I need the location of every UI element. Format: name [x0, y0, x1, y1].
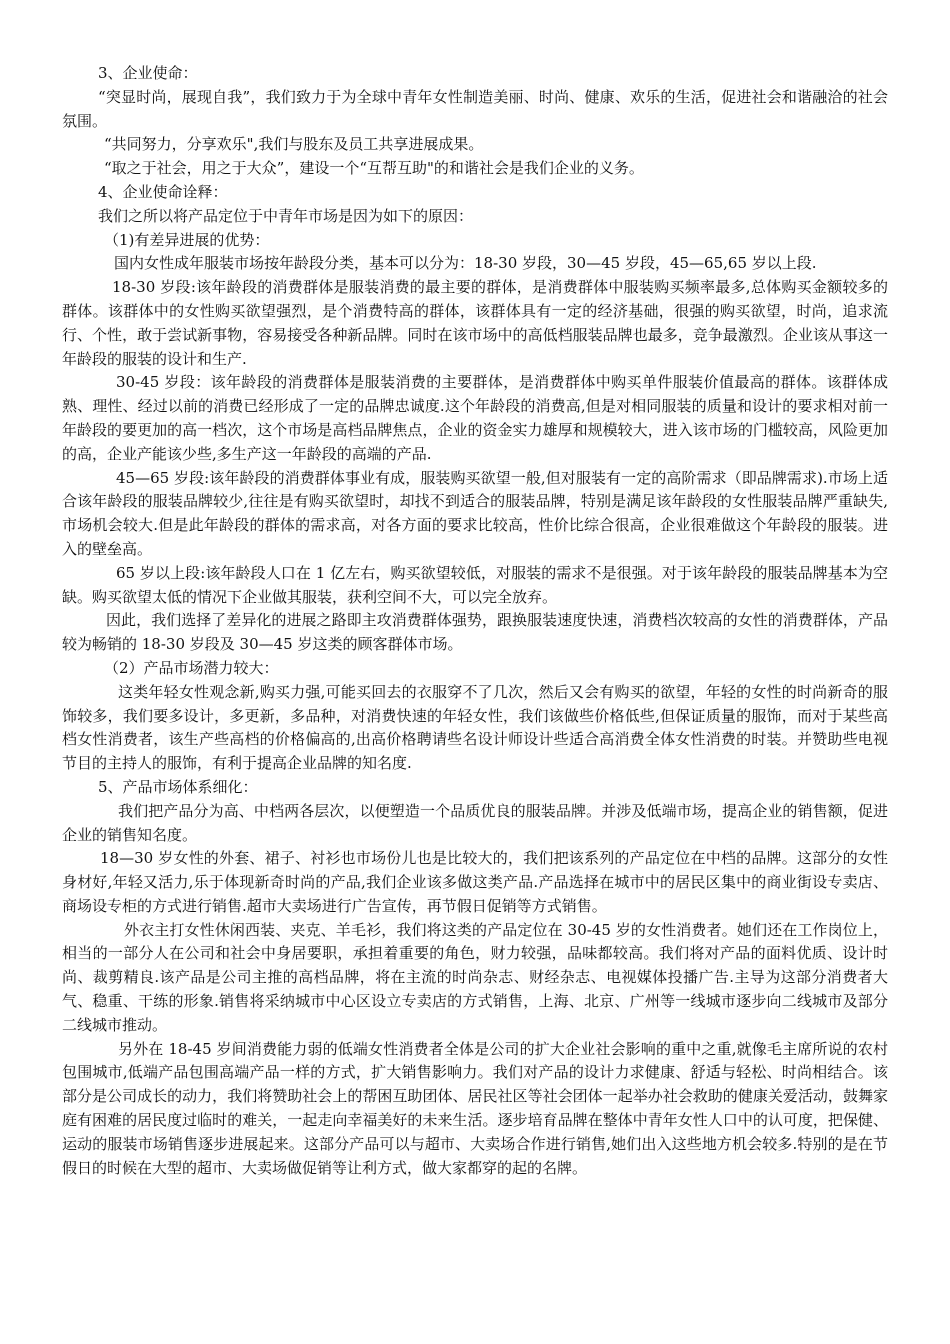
paragraph-age-30-45: 30-45 岁段：该年龄段的消费群体是服装消费的主要群体，是消费群体中购买单件服装价值最高的群体。该群体成熟、理性、经过以前的消费已经形成了一定的品牌忠诚度.这个年龄段的消费高,但是对相同服装的质量和设计的要求相对前一年龄段的要更加的高一档次，这个市场是高档品牌焦点，企业的资金实力雄厚和规模较大，进入该市场的门槛较高，风险更加的高，企业产能该少些,多生产这一年龄段的高端的产品.	[62, 373, 888, 463]
subheading-market-potential: （2）产品市场潜力较大：	[104, 658, 279, 677]
paragraph-reasons-intro: 我们之所以将产品定位于中青年市场是因为如下的原因：	[98, 206, 474, 225]
paragraph-age-18-30: 18-30 岁段:该年龄段的消费群体是服装消费的最主要的群体，是消费群体中服装购买频率最多,总体购买金额较多的群体。该群体中的女性购买欲望强烈，是个消费特高的群体，该群体具有一定的经济基础，很强的购买欲望，时尚，追求流行、个性，敢于尝试新事物，容易接受各种新品牌。同时在该市场中的高低档服装品牌也最多，竞争最激烈。企业该从事这一年龄段的服装的设计和生产.	[62, 278, 888, 368]
section-heading-mission: 3、企业使命：	[98, 64, 198, 82]
paragraph-mission-2: “共同努力，分享欢乐",我们与股东及员工共享进展成果。	[104, 135, 484, 154]
section-heading-interpretation: 4、企业使命诠释：	[98, 182, 228, 201]
paragraph-age-segments: 国内女性成年服装市场按年龄段分类，基本可以分为：18-30 岁段，30—45 岁段，45—65,65 岁以上段.	[114, 254, 817, 273]
subheading-differentiation: （1)有差异进展的优势：	[104, 230, 270, 249]
paragraph-mid-tier: 18—30 岁女性的外套、裙子、衬衫也市场份儿也是比较大的，我们把该系列的产品定位在中档的品牌。这部分的女性身材好,年轻又活力,乐于体现新奇时尚的产品,我们企业该多做这类产品.产品选择在城市中的居民区集中的商业街设专卖店、商场设专柜的方式进行销售.超市大卖场进行广告宣传，再节假日促销等方式销售。	[62, 849, 888, 915]
paragraph-product-tiers: 我们把产品分为高、中档两各层次，以便塑造一个品质优良的服装品牌。并涉及低端市场，提高企业的销售额，促进企业的销售知名度。	[62, 801, 888, 844]
paragraph-market-potential: 这类年轻女性观念新,购买力强,可能买回去的衣服穿不了几次，然后又会有购买的欲望，年轻的女性的时尚新奇的服饰较多，我们要多设计，多更新，多品种，对消费快速的年轻女性，我们该做些价格低些,但保证质量的服饰，而对于某些高档女性消费者，该生产些高档的价格偏高的,出高价格聘请些名设计师设计些适合高消费全体女性消费的时装。并赞助些电视节目的主持人的服饰，有利于提高企业品牌的知名度.	[62, 682, 888, 773]
paragraph-conclusion: 因此，我们选择了差异化的进展之路即主攻消费群体强势，跟换服装速度快速，消费档次较高的女性的消费群体，产品较为畅销的 18-30 岁段及 30—45 岁这类的顾客群体市场。	[62, 611, 888, 654]
paragraph-age-65-plus: 65 岁以上段:该年龄段人口在 1 亿左右，购买欲望较低，对服装的需求不是很强。对于该年龄段的服装品牌基本为空缺。购买欲望太低的情况下企业做其服装，获利空间不大，可以完全放弃。	[62, 563, 888, 606]
paragraph-mission-3: “取之于社会，用之于大众”，建设一个“互帮互助"的和谐社会是我们企业的义务。	[104, 159, 644, 178]
paragraph-age-45-65: 45—65 岁段:该年龄段的消费群体事业有成，服装购买欲望一般,但对服装有一定的高阶需求（即品牌需求).市场上适合该年龄段的服装品牌较少,往往是有购买欲望时，却找不到适合的服装品牌，特别是满足该年龄段的女性服装品牌严重缺失,市场机会较大.但是此年龄段的群体的需求高，对各方面的要求比较高，性价比综合很高，企业很难做这个年龄段的服装。进入的壁垒高。	[62, 468, 888, 558]
paragraph-mission-1: “突显时尚，展现自我”，我们致力于为全球中青年女性制造美丽、时尚、健康、欢乐的生活，促进社会和谐融洽的社会氛围。	[62, 87, 888, 130]
paragraph-low-tier: 另外在 18-45 岁间消费能力弱的低端女性消费者全体是公司的扩大企业社会影响的重中之重,就像毛主席所说的农村包围城市,低端产品包围高端产品一样的方式，扩大销售影响力。我们对产品的设计力求健康、舒适与轻松、时尚相结合。该部分是公司成长的动力，我们将赞助社会上的帮困互助团体、居民社区等社会团体一起举办社会救助的健康关爱活动，鼓舞家庭有困难的居民度过临时的难关，一起走向幸福美好的未来生活。逐步培育品牌在整体中青年女性人口中的认可度，把保健、运动的服装市场销售逐步进展起来。这部分产品可以与超市、大卖场合作进行销售,她们出入这些地方机会较多.特别的是在节假日的时候在大型的超市、大卖场做促销等让利方式，做大家都穿的起的名牌。	[62, 1039, 888, 1177]
paragraph-high-tier: 外衣主打女性休闲西装、夹克、羊毛衫，我们将这类的产品定位在 30-45 岁的女性消费者。她们还在工作岗位上，相当的一部分人在公司和社会中身居要职，承担着重要的角色，财力较强，品味都较高。我们将对产品的面料优质、设计时尚、裁剪精良.该产品是公司主推的高档品牌，将在主流的时尚杂志、财经杂志、电视媒体投播广告.主导为这部分消费者大气、稳重、干练的形象.销售将采纳城市中心区设立专卖店的方式销售，上海、北京、广州等一线城市逐步向二线城市及部分二线城市推动。	[62, 920, 888, 1034]
section-heading-market-system: 5、产品市场体系细化：	[98, 777, 258, 796]
